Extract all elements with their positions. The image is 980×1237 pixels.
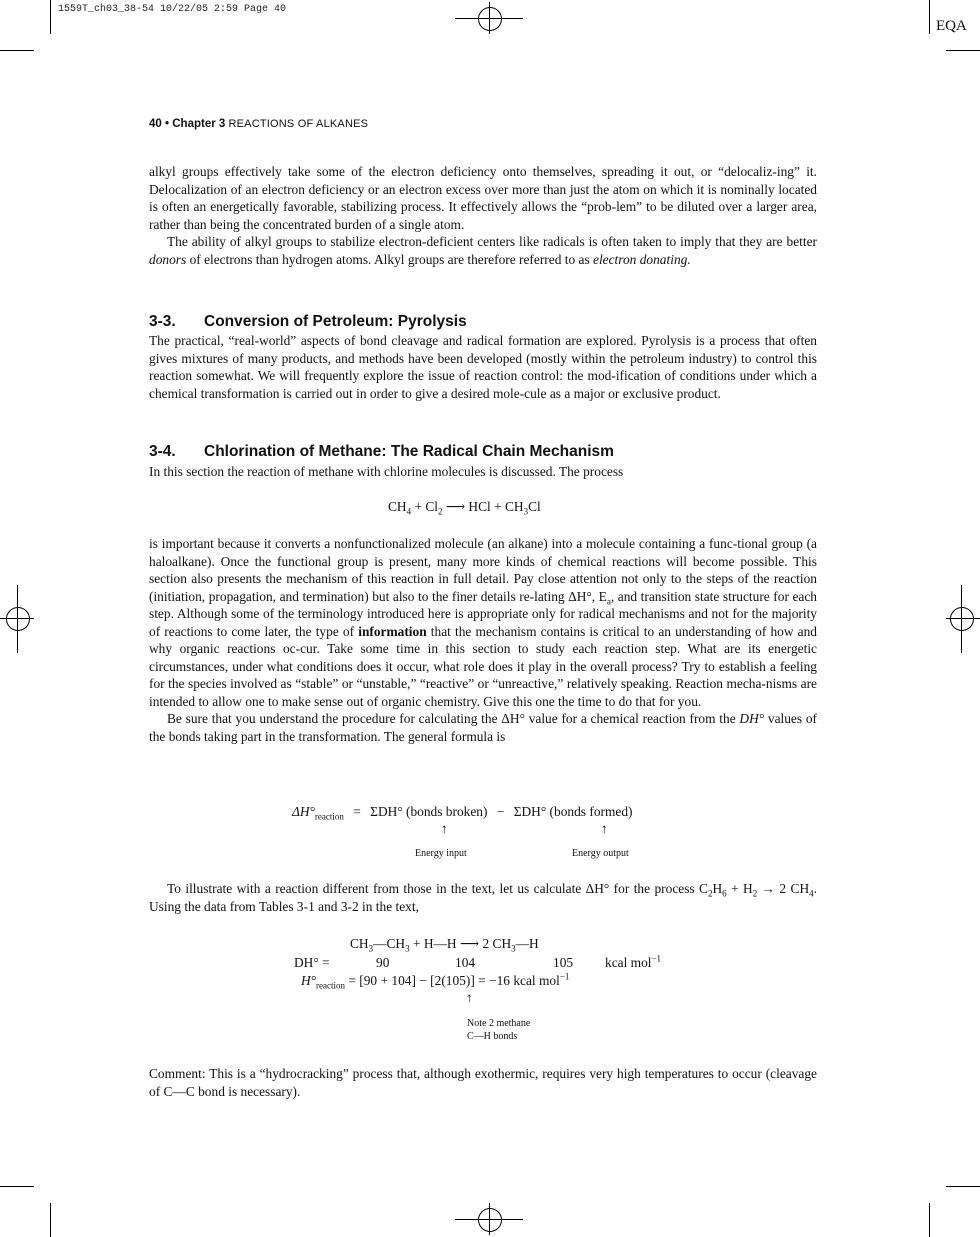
note-label: Note 2 methane bbox=[467, 1018, 531, 1029]
section-title: Conversion of Petroleum: Pyrolysis bbox=[204, 313, 467, 330]
registration-mark-icon bbox=[478, 1208, 502, 1232]
paragraph: To illustrate with a reaction different from those in the text, let us calculate ΔH° for the process $C_2H_6 + H_2 \to 2$ $CH_4$. Using the data from Tables 3-1 and 3-2 in the text, bbox=[149, 881, 818, 914]
crop-mark bbox=[946, 50, 980, 51]
section-title: Chlorination of Methane: The Radical Chain Mechanism bbox=[204, 443, 614, 460]
up-arrow-icon: ↑ bbox=[466, 990, 473, 1005]
chapter-title: REACTIONS OF ALKANES bbox=[228, 118, 369, 130]
crop-mark bbox=[50, 0, 51, 34]
h-reaction-line: $H^\circ_{reaction} = [90 + 104] - [2(105)] = -16$ kcal mol$^{-1}$ bbox=[301, 971, 570, 991]
section-number: 3-3. bbox=[149, 313, 176, 330]
registration-mark-icon bbox=[950, 607, 974, 631]
crop-mark bbox=[0, 1186, 34, 1187]
up-arrow-icon: ↑ bbox=[601, 821, 608, 836]
energy-input-label: Energy input bbox=[415, 848, 467, 859]
crop-mark bbox=[489, 1203, 490, 1235]
dh-value: 90 bbox=[376, 955, 390, 970]
paragraph: is important because it converts a nonfunctionalized molecule (an alkane) into a molecule containing a func-tional group (a haloalkane). Once the functional group is present, many more kinds of chemical reactions will become possible. This section also presents the mechanism of this reaction in full detail. Pay close attention not only to the steps of the reaction (initiation, propagation, and termination) but also to the finer details re-lating ΔH°, $E_a$, and transition state structure for each step. Although some of the terminology introduced here is appropriate only for radical mechanisms and not for the majority of reactions to come later, the type of information that the mechanism contains is critical to an understanding of how and why organic reactions oc-cur. Take some time in this section to study each reaction step. What are its energetic circumstances, under what conditions does it occur, what role does it play in the overall process? Try to establish a feeling for the species involved as “stable” or “unstable,” “reactive” or “unreactive,” relatively speaking. Reaction mecha-nisms are intended to allow one to make sense out of organic chemistry. Give this one the time to do that for you. bbox=[149, 536, 817, 709]
crop-mark bbox=[961, 585, 962, 653]
crop-mark bbox=[929, 1203, 930, 1237]
paragraph: The practical, “real-world” aspects of bond cleavage and radical formation are explored. Pyrolysis is a process that often gives mixtures of many products, and methods have been developed (mostly within the petroleum industry) to control this reaction somewhat. We will frequently explore the issue of reaction control: the mod-ification of conditions under which a chemical transformation is carried out in order to give a desired mole-cule as a major or exclusive product. bbox=[149, 333, 817, 401]
corner-label: EQA bbox=[936, 18, 967, 34]
reaction-equation: $CH_4 + Cl_2$ ⟶ HCl + $CH_3Cl$ bbox=[388, 499, 541, 517]
section-intro bbox=[149, 463, 817, 481]
general-formula: $\Delta H^\circ_{reaction} = \Sigma DH^\circ$ (bonds broken) − ΣDH° (bonds formed) bbox=[292, 804, 633, 822]
calc-reaction: $CH_3—CH_3$ + H—H ⟶ 2 $CH_3—H$ bbox=[350, 936, 539, 954]
crop-mark bbox=[17, 585, 18, 653]
paragraph: In this section the reaction of methane with chlorine molecules is discussed. The process bbox=[149, 464, 624, 479]
paragraph: The ability of alkyl groups to stabilize electron-deficient centers like radicals is often taken to imply that they are better donors of electrons than hydrogen atoms. Alkyl groups are therefore referred to as electron donating. bbox=[149, 234, 817, 267]
section-heading bbox=[149, 313, 467, 331]
intro-text bbox=[149, 163, 817, 268]
comment-text bbox=[149, 1065, 817, 1100]
chapter-label: Chapter 3 bbox=[172, 118, 226, 130]
crop-mark bbox=[929, 0, 930, 34]
registration-mark-icon bbox=[6, 607, 30, 631]
print-slug: 1559T_ch03_38-54 10/22/05 2:59 Page 40 bbox=[58, 4, 287, 15]
dh-value: 104 bbox=[455, 955, 476, 970]
registration-mark-icon bbox=[478, 7, 502, 31]
dh-unit: kcal mol$^{-1}$ bbox=[605, 953, 662, 970]
dh-label: DH° = bbox=[294, 955, 330, 970]
paragraph: Be sure that you understand the procedure for calculating the ΔH° value for a chemical reaction from the DH° values of the bonds taking part in the transformation. The general formula is bbox=[149, 711, 817, 744]
section-body bbox=[149, 332, 817, 402]
header-bullet: • bbox=[165, 118, 170, 130]
paragraph: alkyl groups effectively take some of the electron deficiency onto themselves, spreading it out, or “delocaliz-ing” it. Delocalization of an electron deficiency or an electron excess over more than just the atom on which it is nominally located is often an energetically favorable, stabilizing process. It effectively allows the “prob-lem” to be diluted over a larger area, rather than being the concentrated burden of a single atom. bbox=[149, 164, 817, 232]
up-arrow-icon: ↑ bbox=[441, 821, 448, 836]
crop-mark bbox=[946, 618, 980, 619]
section-body bbox=[149, 880, 817, 915]
energy-output-label: Energy output bbox=[572, 848, 629, 859]
page-number: 40 bbox=[149, 118, 162, 130]
paragraph: Comment: This is a “hydrocracking” process that, although exothermic, requires very high temperatures to occur (cleavage of C—C bond is necessary). bbox=[149, 1066, 817, 1099]
section-number: 3-4. bbox=[149, 443, 176, 460]
dh-value: 105 bbox=[553, 955, 574, 970]
crop-mark bbox=[50, 1203, 51, 1237]
crop-mark bbox=[0, 50, 34, 51]
section-body bbox=[149, 535, 817, 745]
section-heading bbox=[149, 443, 614, 461]
note-label: C—H bonds bbox=[467, 1031, 518, 1042]
crop-mark bbox=[946, 1186, 980, 1187]
running-header bbox=[149, 118, 368, 130]
crop-mark bbox=[489, 2, 490, 34]
